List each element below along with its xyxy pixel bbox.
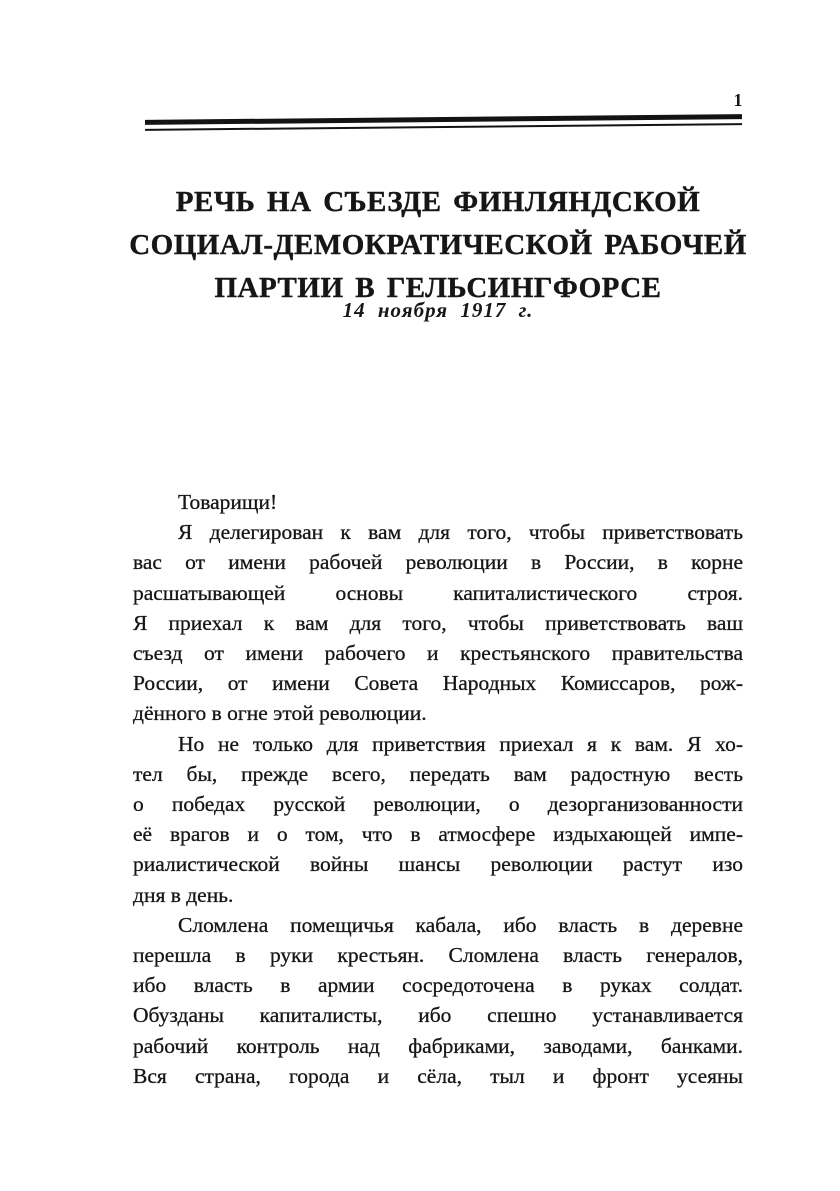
page-number: 1 <box>733 90 743 110</box>
body-line: расшатывающей основы капиталистического строя. <box>133 580 743 605</box>
paragraph <box>133 517 743 728</box>
body-line: дённого в огне этой революции. <box>133 701 427 726</box>
body-line: перешла в руки крестьян. Сломлена власть генералов, <box>133 943 743 968</box>
paragraph <box>133 729 743 910</box>
body-line: вас от имени рабочей революции в России, в корне <box>133 550 743 575</box>
header-rule <box>145 114 742 131</box>
body-line: о победах русской революции, о дезорганизованности <box>133 792 743 817</box>
title-line-2: СОЦИАЛ-ДЕМОКРАТИЧЕСКОЙ РАБОЧЕЙ <box>129 229 747 261</box>
body-line: Но не только для приветствия приехал я к вам. Я хо- <box>178 731 743 756</box>
body-line: риалистической войны шансы революции растут изо <box>133 852 743 877</box>
body-line: Товарищи! <box>178 490 278 514</box>
title-line-1: РЕЧЬ НА СЪЕЗДЕ ФИНЛЯНДСКОЙ <box>175 186 701 218</box>
title-line-3: ПАРТИИ В ГЕЛЬСИНГФОРСЕ <box>214 272 662 304</box>
body-line: Сломлена помещичья кабала, ибо власть в деревне <box>178 912 743 937</box>
body-line: рабочий контроль над фабриками, заводами, банками. <box>133 1033 743 1058</box>
body-line: съезд от имени рабочего и крестьянского правительства <box>133 641 743 666</box>
body-line: дня в день. <box>133 882 234 907</box>
speech-title <box>113 181 763 310</box>
body-line: Вся страна, города и сёла, тыл и фронт усеяны <box>133 1063 743 1088</box>
paragraph <box>133 487 743 517</box>
body-line: Я делегирован к вам для того, чтобы приветствовать <box>178 520 743 545</box>
body-line: её врагов и о том, что в атмосфере издыхающей импе- <box>133 822 743 847</box>
body-line: тел бы, прежде всего, передать вам радостную весть <box>133 761 743 786</box>
paragraph <box>133 910 743 1091</box>
body-text <box>133 487 743 1091</box>
body-line: Я приехал к вам для того, чтобы приветствовать ваш <box>133 610 743 635</box>
body-line: России, от имени Совета Народных Комиссаров, рож- <box>133 671 743 696</box>
body-line: ибо власть в армии сосредоточена в руках солдат. <box>133 973 743 998</box>
header-rule-thin-line <box>145 123 742 131</box>
body-line: Обузданы капиталисты, ибо спешно устанавливается <box>133 1003 743 1028</box>
speech-date-subtitle: 14 ноября 1917 г. <box>342 298 534 322</box>
